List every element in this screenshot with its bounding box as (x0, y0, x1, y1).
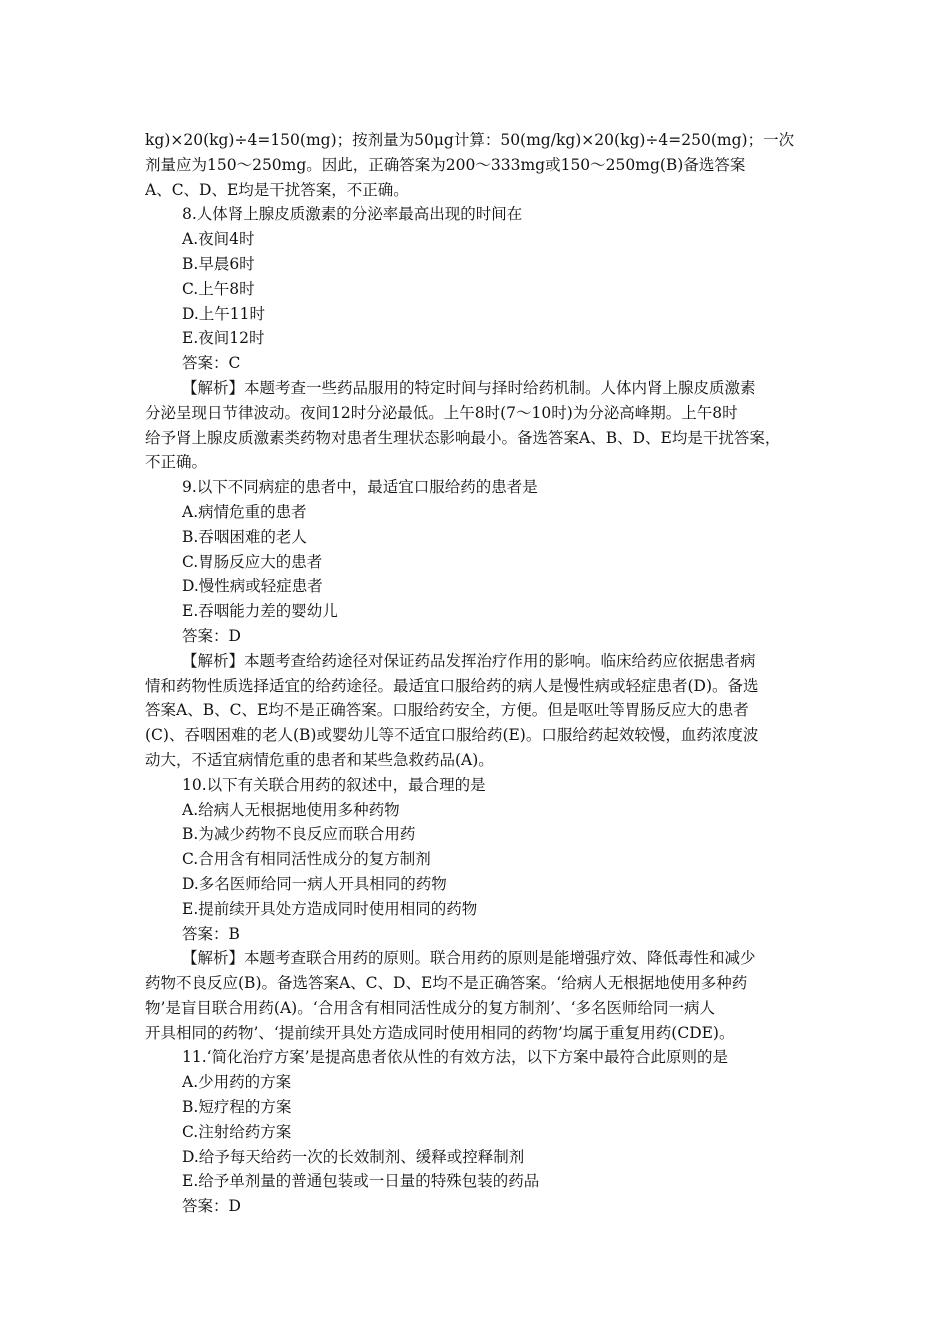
answer-11: 答案：D (182, 1197, 241, 1216)
analysis-line: 答案A、B、C、E均不是正确答案。口服给药安全，方便。但是呕吐等胃肠反应大的患者 (145, 701, 749, 720)
intro-line: 剂量应为150～250mg。因此，正确答案为200～333mg或150～250mg(B)备选答案 (145, 155, 746, 174)
analysis-line: 物’是盲目联合用药(A)。‘合用含有相同活性成分的复方制剂’、‘多名医师给同一病人 (145, 998, 715, 1017)
option-c: C.上午8时 (182, 279, 255, 298)
option-a: A.少用药的方案 (182, 1073, 292, 1092)
option-b: B.吞咽困难的老人 (182, 527, 307, 546)
document-body (145, 128, 815, 1219)
option-d: D.给予每天给药一次的长效制剂、缓释或控释制剂 (182, 1147, 525, 1166)
option-e: E.夜间12时 (182, 329, 265, 348)
option-d: D.多名医师给同一病人开具相同的药物 (182, 874, 447, 893)
option-a: A.给病人无根据地使用多种药物 (182, 800, 400, 819)
option-e: E.提前续开具处方造成同时使用相同的药物 (182, 899, 478, 918)
option-c: C.合用含有相同活性成分的复方制剂 (182, 850, 431, 869)
analysis-line: 给予肾上腺皮质激素类药物对患者生理状态影响最小。备选答案A、B、D、E均是干扰答案， (145, 428, 781, 447)
option-b: B.为减少药物不良反应而联合用药 (182, 825, 416, 844)
analysis-line: 【解析】本题考查给药途径对保证药品发挥治疗作用的影响。临床给药应依据患者病 (182, 651, 756, 670)
analysis-line: 动大，不适宜病情危重的患者和某些急救药品(A)。 (145, 750, 494, 769)
analysis-line: 不正确。 (145, 453, 208, 472)
option-c: C.胃肠反应大的患者 (182, 552, 323, 571)
option-e: E.给予单剂量的普通包装或一日量的特殊包装的药品 (182, 1172, 540, 1191)
question-8: 8.人体肾上腺皮质激素的分泌率最高出现的时间在 (182, 205, 523, 224)
question-9: 9.以下不同病症的患者中，最适宜口服给药的患者是 (182, 478, 538, 497)
analysis-line: 【解析】本题考查一些药品服用的特定时间与择时给药机制。人体内肾上腺皮质激素 (182, 378, 756, 397)
analysis-line: 药物不良反应(B)。备选答案A、C、D、E均不是正确答案。‘给病人无根据地使用多种药 (145, 974, 748, 993)
analysis-line: 开具相同的药物’、‘提前续开具处方造成同时使用相同的药物’均属于重复用药(CDE)。 (145, 1023, 735, 1042)
option-e: E.吞咽能力差的婴幼儿 (182, 602, 338, 621)
option-d: D.上午11时 (182, 304, 266, 323)
question-10: 10.以下有关联合用药的叙述中，最合理的是 (182, 775, 486, 794)
answer-9: 答案：D (182, 626, 241, 645)
analysis-line: 分泌呈现日节律波动。夜间12时分泌最低。上午8时(7～10时)为分泌高峰期。上午8时 (145, 403, 738, 422)
intro-line: A、C、D、E均是干扰答案，不正确。 (145, 180, 409, 199)
option-a: A.病情危重的患者 (182, 502, 307, 521)
analysis-line: (C)、吞咽困难的老人(B)或婴幼儿等不适宜口服给药(E)。口服给药起效较慢，血药浓度波 (145, 726, 759, 745)
option-a: A.夜间4时 (182, 230, 255, 249)
analysis-line: 情和药物性质选择适宜的给药途径。最适宜口服给药的病人是慢性病或轻症患者(D)。备选 (145, 676, 759, 695)
question-11: 11.‘简化治疗方案’是提高患者依从性的有效方法，以下方案中最符合此原则的是 (182, 1048, 729, 1067)
intro-line: kg)×20(kg)÷4=150(mg)；按剂量为50μg计算：50(mg/kg)×20(kg)÷4=250(mg)；一次 (145, 131, 795, 149)
option-b: B.短疗程的方案 (182, 1098, 292, 1117)
option-b: B.早晨6时 (182, 254, 255, 273)
answer-8: 答案：C (182, 354, 241, 373)
analysis-line: 【解析】本题考查联合用药的原则。联合用药的原则是能增强疗效、降低毒性和减少 (182, 949, 756, 968)
option-d: D.慢性病或轻症患者 (182, 577, 323, 596)
answer-10: 答案：B (182, 924, 240, 943)
option-c: C.注射给药方案 (182, 1122, 292, 1141)
